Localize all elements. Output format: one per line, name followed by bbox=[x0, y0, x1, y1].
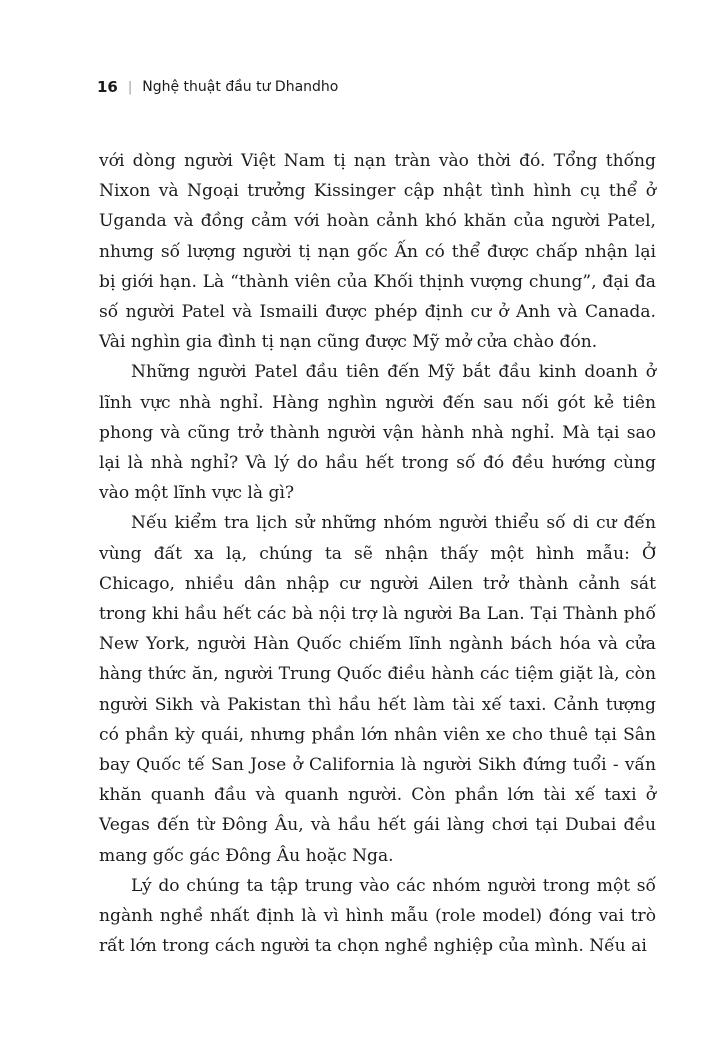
paragraph-continued: với dòng người Việt Nam tị nạn tràn vào thời đó. Tổng thống Nixon và Ngoại trưởng Kissinger cập nhật tình hình cụ thể ở Uganda và đồng cảm với hoàn cảnh khó khăn của người Patel, nhưng số lượng người tị nạn gốc Ấn có thể được chấp nhận lại bị giới hạn. Là “thành viên của Khối thịnh vượng chung”, đại đa số người Patel và Ismaili được phép định cư ở Anh và Canada. Vài nghìn gia đình tị nạn cũng được Mỹ mở cửa chào đón. bbox=[99, 151, 656, 353]
paragraph: Lý do chúng ta tập trung vào các nhóm người trong một số ngành nghề nhất định là vì hình mẫu (role model) đóng vai trò rất lớn trong cách người ta chọn nghề nghiệp của mình. Nếu ai bbox=[99, 875, 656, 957]
page-number: 16 bbox=[97, 78, 118, 96]
header-separator: | bbox=[127, 79, 133, 95]
paragraph: Nếu kiểm tra lịch sử những nhóm người thiểu số di cư đến vùng đất xa lạ, chúng ta sẽ nhận thấy một hình mẫu: Ở Chicago, nhiều dân nhập cư người Ailen trở thành cảnh sát trong khi hầu hết các bà nội trợ là người Ba Lan. Tại Thành phố New York, người Hàn Quốc chiếm lĩnh ngành bách hóa và cửa hàng thức ăn, người Trung Quốc điều hành các tiệm giặt là, còn người Sikh và Pakistan thì hầu hết làm tài xế taxi. Cảnh tượng có phần kỳ quái, nhưng phần lớn nhân viên xe cho thuê tại Sân bay Quốc tế San Jose ở California là người Sikh đứng tuổi - vấn khăn quanh đầu và quanh người. Còn phần lớn tài xế taxi ở Vegas đến từ Đông Âu, và hầu hết gái làng chơi tại Dubai đều mang gốc gác Đông Âu hoặc Nga. bbox=[99, 513, 656, 866]
book-title: Nghệ thuật đầu tư Dhandho bbox=[142, 79, 339, 95]
paragraph: Những người Patel đầu tiên đến Mỹ bắt đầu kinh doanh ở lĩnh vực nhà nghỉ. Hàng nghìn người đến sau nối gót kẻ tiên phong và cũng trở thành người vận hành nhà nghỉ. Mà tại sao lại là nhà nghỉ? Và lý do hầu hết trong số đó đều hướng cùng vào một lĩnh vực là gì? bbox=[99, 362, 656, 504]
body-text bbox=[99, 146, 656, 961]
running-header bbox=[97, 78, 338, 96]
